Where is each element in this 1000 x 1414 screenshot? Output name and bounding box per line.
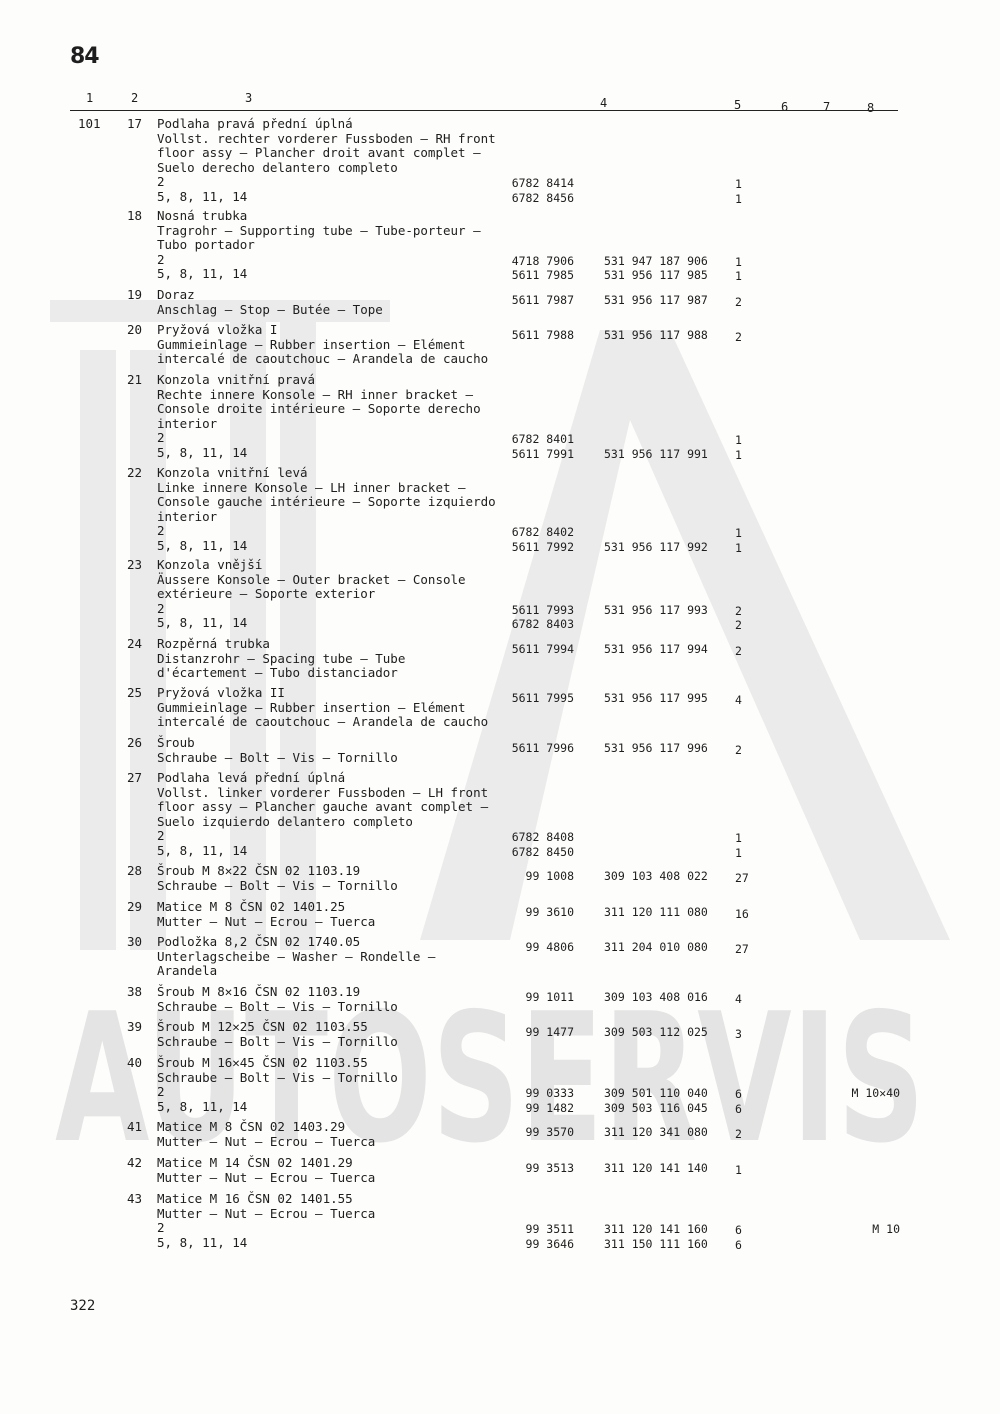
- column-header-3: 3: [245, 91, 253, 105]
- variant-label: 2: [157, 600, 165, 616]
- item-description-line: Gummieinlage — Rubber insertion — Elément: [157, 699, 466, 715]
- part-number: 99 1477: [525, 1025, 574, 1040]
- item-position: 26: [127, 735, 143, 750]
- quantity: 2: [735, 643, 742, 658]
- quantity: 4: [735, 692, 742, 707]
- quantity: 1: [735, 177, 742, 192]
- reference-number: 531 956 117 988: [604, 328, 708, 343]
- quantity: 3: [735, 1026, 742, 1041]
- quantity: 1: [735, 526, 742, 541]
- item-position: 28: [127, 863, 143, 878]
- reference-number: 311 120 111 080: [604, 905, 708, 920]
- quantity: 4: [735, 991, 742, 1006]
- variant-label: 5, 8, 11, 14: [157, 843, 248, 858]
- quantity: 2: [735, 603, 742, 618]
- item-position: 21: [127, 372, 143, 387]
- quantity: 1: [735, 433, 742, 448]
- item-description-line: extérieure — Soporte exterior: [157, 586, 376, 602]
- item-position: 24: [127, 636, 143, 651]
- item-position: 20: [127, 322, 143, 337]
- variant-label: 5, 8, 11, 14: [157, 189, 248, 204]
- reference-number: 531 956 117 994: [604, 642, 708, 657]
- item-description-line: Schraube — Bolt — Vis — Tornillo: [157, 749, 398, 765]
- part-number: 6782 8450: [511, 845, 574, 859]
- item-description-line: interior: [157, 508, 218, 524]
- reference-number: 311 204 010 080: [604, 940, 708, 955]
- part-number: 99 1482: [525, 1100, 574, 1115]
- part-number: 4718 7906: [511, 253, 574, 268]
- reference-number: 531 956 117 991: [604, 447, 708, 461]
- item-position: 30: [127, 934, 143, 949]
- variant-label: 2: [157, 523, 165, 539]
- part-number: 5611 7996: [511, 741, 574, 756]
- item-position: 29: [127, 899, 143, 914]
- quantity: 1: [735, 448, 742, 462]
- column-header-2: 2: [131, 91, 139, 105]
- item-description-line: Tragrohr — Supporting tube — Tube-porteur —: [157, 222, 481, 238]
- part-number: 99 0333: [525, 1086, 574, 1101]
- item-name: Konzola vnitřní pravá: [157, 372, 316, 387]
- item-position: 39: [127, 1019, 143, 1034]
- item-description-line: floor assy — Plancher gauche avant complet —: [157, 799, 489, 815]
- variant-label: 2: [157, 174, 165, 190]
- item-description-line: Arandela: [157, 963, 218, 979]
- quantity: 2: [735, 294, 742, 309]
- variant-label: 5, 8, 11, 14: [157, 445, 248, 460]
- header-rule: [70, 110, 898, 111]
- part-number: 5611 7994: [511, 642, 574, 657]
- item-description-line: Suelo derecho delantero completo: [157, 159, 398, 175]
- variant-label: 2: [157, 828, 165, 844]
- quantity: 6: [735, 1101, 742, 1116]
- group-number: 101: [78, 116, 101, 131]
- reference-number: 531 956 117 987: [604, 293, 708, 308]
- quantity: 1: [735, 846, 742, 860]
- item-name: Konzola vnější: [157, 557, 263, 572]
- item-position: 19: [127, 287, 143, 302]
- item-name: Šroub M 8✕16 ČSN 02 1103.19: [157, 984, 361, 999]
- quantity: 1: [735, 1162, 742, 1177]
- item-description-line: Mutter — Nut — Ecrou — Tuerca: [157, 913, 376, 929]
- part-number: 5611 7988: [511, 328, 574, 343]
- part-number: 6782 8402: [511, 525, 574, 540]
- part-number: 99 4806: [525, 940, 574, 955]
- item-description-line: Mutter — Nut — Ecrou — Tuerca: [157, 1133, 376, 1149]
- quantity: 1: [735, 254, 742, 269]
- item-name: Matice M 14 ČSN 02 1401.29: [157, 1155, 353, 1170]
- column-header-6: 6: [781, 100, 789, 114]
- column-header-1: 1: [86, 91, 94, 105]
- variant-label: 5, 8, 11, 14: [157, 266, 248, 282]
- item-name: Matice M 8 ČSN 02 1401.25: [157, 899, 346, 914]
- page-number-top: 84: [70, 44, 99, 69]
- item-description-line: Anschlag — Stop — Butée — Tope: [157, 301, 383, 317]
- part-number: 99 3513: [525, 1161, 574, 1176]
- part-number: 99 3646: [525, 1236, 574, 1251]
- part-number: 5611 7985: [511, 268, 574, 283]
- item-position: 27: [127, 770, 143, 785]
- item-name: Podložka 8,2 ČSN 02 1740.05: [157, 934, 361, 949]
- variant-label: 2: [157, 251, 165, 267]
- part-number: 6782 8414: [511, 176, 574, 191]
- variant-label: 2: [157, 1084, 165, 1100]
- remark-note: M 10✕40: [851, 1086, 900, 1101]
- item-description-line: Schraube — Bolt — Vis — Tornillo: [157, 1069, 398, 1085]
- item-description-line: Distanzrohr — Spacing tube — Tube: [157, 650, 406, 666]
- reference-number: 311 120 141 160: [604, 1222, 708, 1237]
- item-position: 38: [127, 984, 143, 999]
- quantity: 6: [735, 1237, 742, 1252]
- quantity: 2: [735, 742, 742, 757]
- item-position: 40: [127, 1055, 143, 1070]
- reference-number: 531 956 117 992: [604, 540, 708, 554]
- part-number: 99 3610: [525, 905, 574, 920]
- part-number: 99 3511: [525, 1222, 574, 1237]
- item-name: Šroub M 8✕22 ČSN 02 1103.19: [157, 863, 361, 878]
- item-description-line: Schraube — Bolt — Vis — Tornillo: [157, 1033, 398, 1049]
- column-header-5: 5: [734, 98, 742, 112]
- quantity: 1: [735, 541, 742, 555]
- quantity: 2: [735, 329, 742, 344]
- item-description-line: Console droite intérieure — Soporte derecho: [157, 401, 481, 417]
- variant-label: 5, 8, 11, 14: [157, 538, 248, 553]
- reference-number: 531 956 117 985: [604, 268, 708, 283]
- item-position: 23: [127, 557, 143, 572]
- part-number: 5611 7993: [511, 602, 574, 617]
- item-description-line: Rechte innere Konsole — RH inner bracket —: [157, 386, 474, 402]
- reference-number: 309 103 408 022: [604, 869, 708, 884]
- item-position: 42: [127, 1155, 143, 1170]
- reference-number: 311 120 141 140: [604, 1161, 708, 1176]
- reference-number: 531 956 117 996: [604, 741, 708, 756]
- quantity: 16: [735, 906, 749, 921]
- item-name: Pryžová vložka I: [157, 322, 278, 337]
- quantity: 6: [735, 1223, 742, 1238]
- part-number: 6782 8456: [511, 191, 574, 205]
- reference-number: 309 103 408 016: [604, 990, 708, 1005]
- item-description-line: Suelo izquierdo delantero completo: [157, 813, 413, 829]
- quantity: 2: [735, 618, 742, 633]
- item-description-line: Unterlagscheibe — Washer — Rondelle —: [157, 948, 436, 964]
- remark-note: M 10: [872, 1222, 900, 1237]
- item-description-line: intercalé de caoutchouc — Arandela de caucho: [157, 714, 489, 730]
- item-description-line: Linke innere Konsole — LH inner bracket —: [157, 479, 466, 495]
- item-name: Šroub M 12✕25 ČSN 02 1103.55: [157, 1019, 368, 1034]
- item-name: Konzola vnitřní levá: [157, 465, 308, 480]
- item-description-line: Vollst. linker vorderer Fussboden — LH front: [157, 784, 489, 800]
- item-position: 18: [127, 208, 143, 223]
- item-description-line: Tubo portador: [157, 237, 255, 253]
- item-description-line: Vollst. rechter vorderer Fussboden — RH front: [157, 130, 496, 146]
- item-name: Pryžová vložka II: [157, 685, 285, 700]
- reference-number: 309 503 112 025: [604, 1025, 708, 1040]
- part-number: 99 1011: [525, 990, 574, 1005]
- item-description-line: Console gauche intérieure — Soporte izquierdo: [157, 494, 496, 510]
- item-name: Šroub: [157, 735, 195, 750]
- quantity: 1: [735, 269, 742, 284]
- reference-number: 309 503 116 045: [604, 1100, 708, 1115]
- reference-number: 531 956 117 993: [604, 602, 708, 617]
- part-number: 99 3570: [525, 1125, 574, 1140]
- item-description-line: floor assy — Plancher droit avant complet —: [157, 145, 481, 161]
- item-position: 17: [127, 116, 143, 131]
- quantity: 2: [735, 1126, 742, 1141]
- item-position: 43: [127, 1191, 143, 1206]
- part-number: 6782 8408: [511, 830, 574, 845]
- part-number: 5611 7987: [511, 293, 574, 308]
- part-number: 99 1008: [525, 869, 574, 884]
- item-name: Rozpěrná trubka: [157, 636, 270, 651]
- quantity: 27: [735, 870, 749, 885]
- variant-label: 5, 8, 11, 14: [157, 1234, 248, 1250]
- part-number: 6782 8403: [511, 617, 574, 632]
- part-number: 5611 7991: [511, 447, 574, 461]
- watermark-text: AUTOSERVIS: [55, 975, 925, 1182]
- item-description-line: interior: [157, 415, 218, 431]
- item-description-line: Mutter — Nut — Ecrou — Tuerca: [157, 1169, 376, 1185]
- item-position: 22: [127, 465, 143, 480]
- item-name: Matice M 8 ČSN 02 1403.29: [157, 1119, 346, 1134]
- quantity: 1: [735, 192, 742, 206]
- column-header-7: 7: [823, 100, 831, 114]
- reference-number: 309 501 110 040: [604, 1086, 708, 1101]
- item-name: Doraz: [157, 287, 195, 302]
- item-description-line: Mutter — Nut — Ecrou — Tuerca: [157, 1205, 376, 1221]
- quantity: 1: [735, 831, 742, 846]
- variant-label: 5, 8, 11, 14: [157, 615, 248, 631]
- reference-number: 531 947 187 906: [604, 253, 708, 268]
- item-name: Šroub M 16✕45 ČSN 02 1103.55: [157, 1055, 368, 1070]
- reference-number: 311 150 111 160: [604, 1236, 708, 1251]
- item-position: 41: [127, 1119, 143, 1134]
- part-number: 5611 7992: [511, 540, 574, 554]
- variant-label: 5, 8, 11, 14: [157, 1098, 248, 1114]
- item-name: Podlaha levá přední úplná: [157, 770, 346, 785]
- quantity: 6: [735, 1087, 742, 1102]
- item-name: Matice M 16 ČSN 02 1401.55: [157, 1191, 353, 1206]
- item-name: Nosná trubka: [157, 208, 248, 223]
- item-position: 25: [127, 685, 143, 700]
- reference-number: 311 120 341 080: [604, 1125, 708, 1140]
- reference-number: 531 956 117 995: [604, 691, 708, 706]
- column-header-4: 4: [600, 96, 608, 110]
- item-description-line: Gummieinlage — Rubber insertion — Elément: [157, 336, 466, 352]
- quantity: 27: [735, 941, 749, 956]
- item-description-line: d'écartement — Tubo distanciador: [157, 665, 398, 681]
- item-description-line: Äussere Konsole — Outer bracket — Console: [157, 571, 466, 587]
- column-header-8: 8: [867, 101, 875, 115]
- part-number: 5611 7995: [511, 691, 574, 706]
- variant-label: 2: [157, 430, 165, 446]
- variant-label: 2: [157, 1220, 165, 1236]
- item-description-line: Schraube — Bolt — Vis — Tornillo: [157, 877, 398, 893]
- page-number-bottom: 322: [70, 1298, 96, 1314]
- item-description-line: intercalé de caoutchouc — Arandela de caucho: [157, 351, 489, 367]
- item-name: Podlaha pravá přední úplná: [157, 116, 353, 131]
- part-number: 6782 8401: [511, 432, 574, 447]
- item-description-line: Schraube — Bolt — Vis — Tornillo: [157, 998, 398, 1014]
